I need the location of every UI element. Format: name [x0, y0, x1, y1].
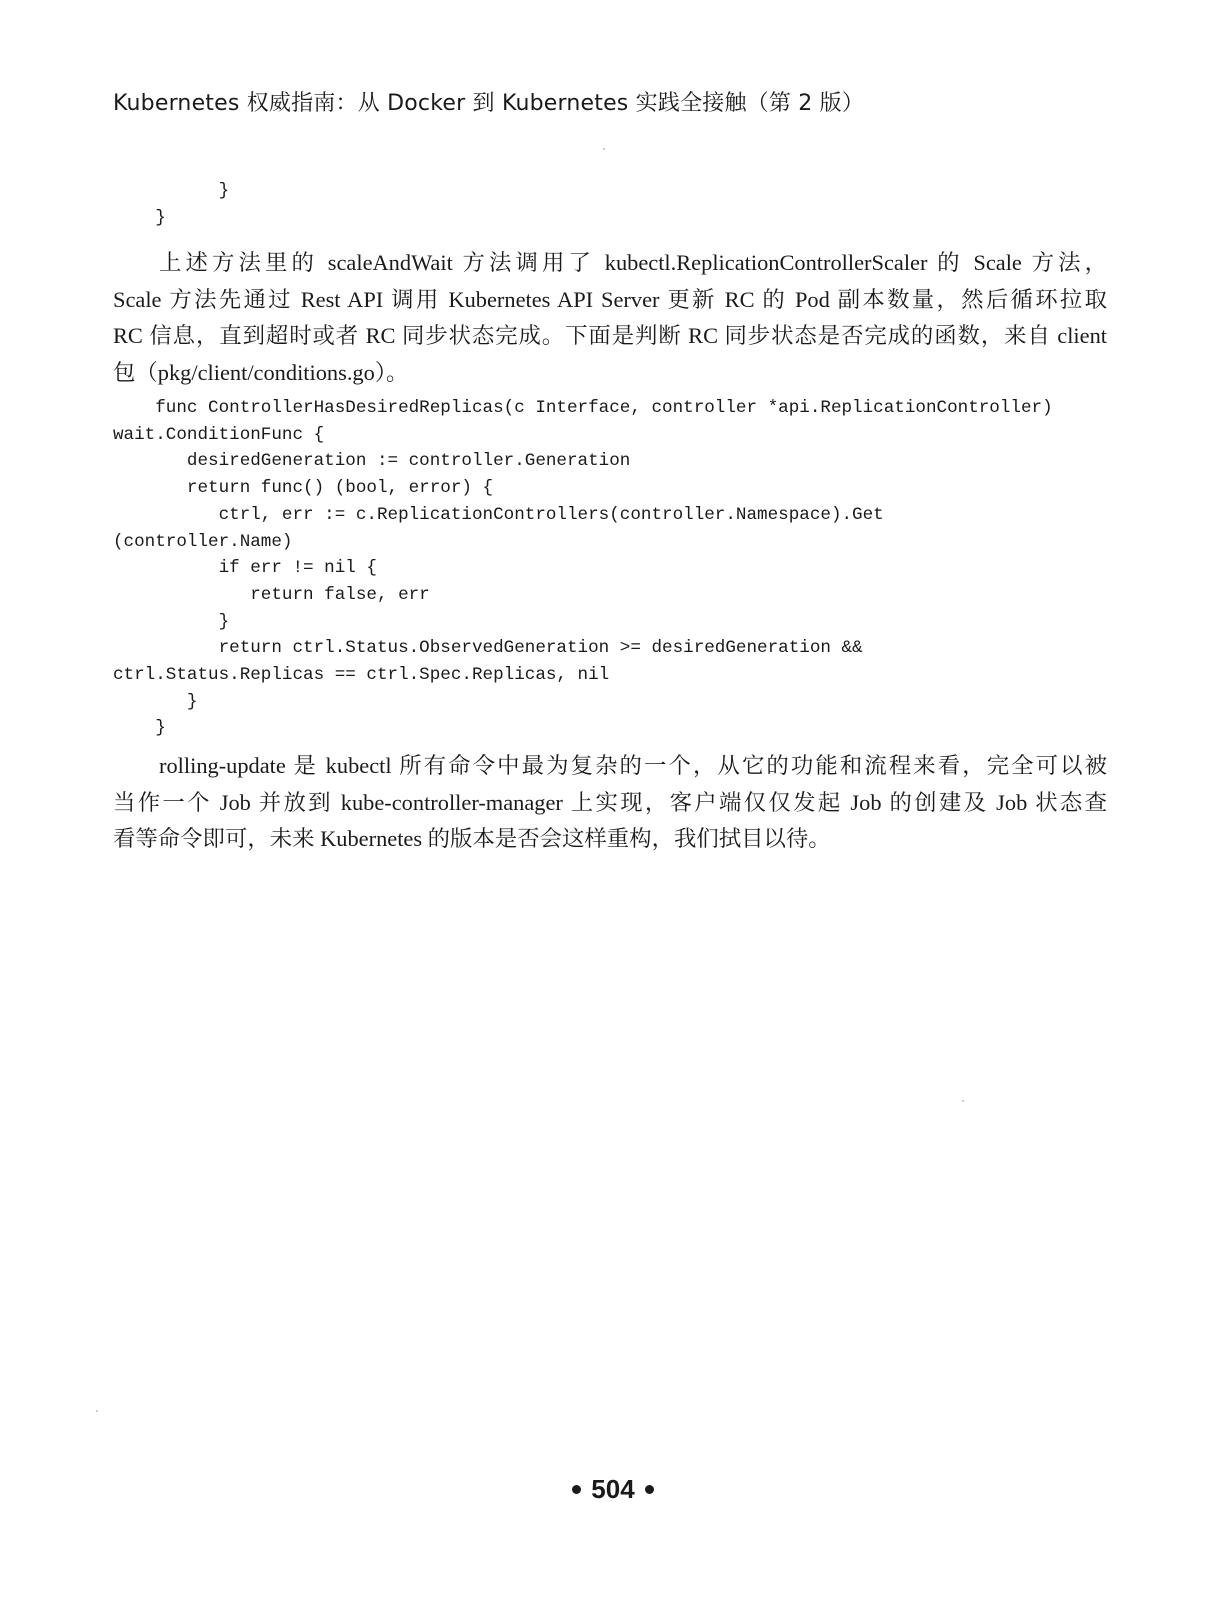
- code-line: (controller.Name): [113, 531, 293, 552]
- paragraph-line: 看等命令即可，未来 Kubernetes 的版本是否会这样重构，我们拭目以待。: [113, 826, 831, 851]
- paragraph-rolling-update: [113, 748, 1107, 858]
- code-line: func ControllerHasDesiredReplicas(c Interface, controller *api.ReplicationController): [113, 398, 1053, 418]
- code-line: desiredGeneration := controller.Generation: [113, 451, 631, 472]
- scan-speck: [603, 148, 605, 150]
- code-line: }: [113, 691, 198, 712]
- code-line: }: [113, 207, 166, 228]
- code-block-closing-braces: [113, 178, 229, 231]
- code-line: ctrl.Status.Replicas == ctrl.Spec.Replicas, nil: [113, 665, 610, 686]
- code-line: ctrl, err := c.ReplicationControllers(controller.Namespace).Get: [113, 504, 884, 525]
- scan-speck: [96, 1410, 98, 1412]
- paragraph-line: Scale 方法先通过 Rest API 调用 Kubernetes API Server 更新 RC 的 Pod 副本数量，然后循环拉取: [113, 286, 1107, 312]
- paragraph-line: 包（pkg/client/conditions.go）。: [113, 359, 409, 385]
- bullet-right-icon: [645, 1485, 654, 1494]
- paragraph-scale-explanation: [113, 245, 1107, 391]
- paragraph-line: rolling-update 是 kubectl 所有命令中最为复杂的一个，从它的功能和流程来看，完全可以被: [159, 753, 1107, 778]
- code-line: if err != nil {: [113, 558, 377, 579]
- paragraph-line: 上述方法里的 scaleAndWait 方法调用了 kubectl.ReplicationControllerScaler 的 Scale 方法，: [159, 250, 1107, 275]
- page-number: [0, 1474, 1226, 1505]
- code-line: }: [113, 611, 230, 632]
- code-line: }: [113, 718, 166, 739]
- paragraph-line: RC 信息，直到超时或者 RC 同步状态完成。下面是判断 RC 同步状态是否完成的函数，来自 client: [113, 323, 1107, 348]
- code-line: return func() (bool, error) {: [113, 478, 494, 499]
- code-block-controller-has-desired-replicas: [113, 395, 1053, 742]
- code-line: return ctrl.Status.ObservedGeneration >= desiredGeneration &&: [113, 638, 863, 659]
- bullet-left-icon: [572, 1485, 581, 1494]
- scan-speck: [962, 1100, 964, 1102]
- paragraph-line: 当作一个 Job 并放到 kube-controller-manager 上实现，客户端仅仅发起 Job 的创建及 Job 状态查: [113, 789, 1107, 815]
- code-line: wait.ConditionFunc {: [113, 424, 325, 445]
- running-header: Kubernetes 权威指南：从 Docker 到 Kubernetes 实践全接触（第 2 版）: [113, 91, 865, 116]
- page-number-text: 504: [591, 1474, 635, 1504]
- code-line: return false, err: [113, 584, 430, 605]
- code-line: }: [113, 181, 230, 201]
